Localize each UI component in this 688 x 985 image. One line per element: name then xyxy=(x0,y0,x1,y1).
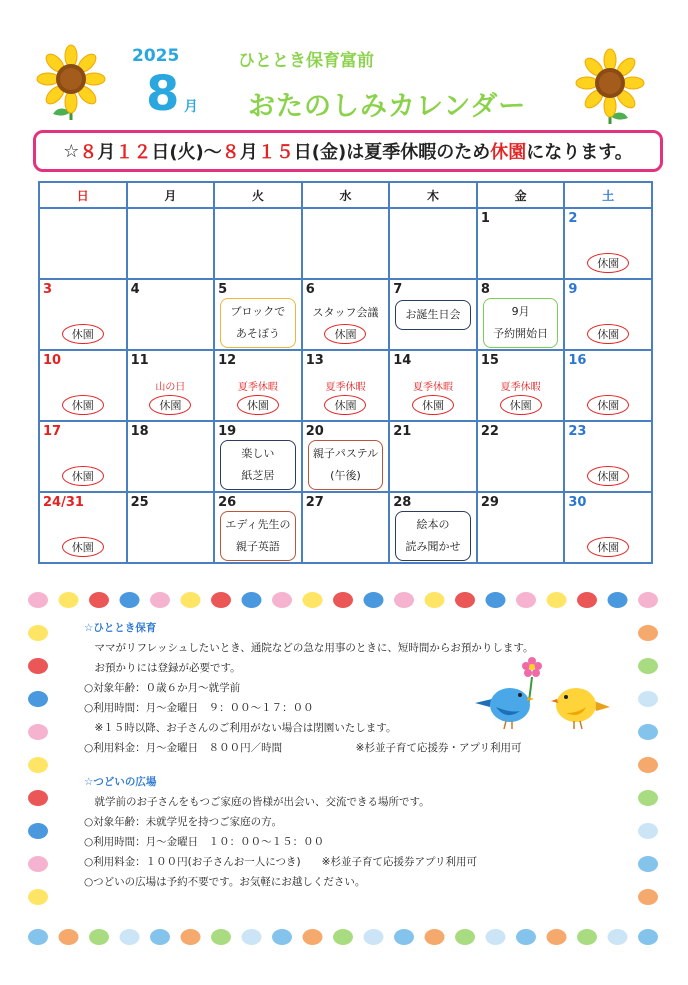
decor-dot xyxy=(394,592,414,608)
event-box xyxy=(220,440,296,490)
month-suffix: 月 xyxy=(184,99,198,115)
hiroba-title: ☆つどいの広場 xyxy=(84,776,157,788)
closed-badge: 休園 xyxy=(62,466,104,486)
calendar-day-cell xyxy=(477,208,565,279)
closed-badge: 休園 xyxy=(500,395,542,415)
calendar-day-cell xyxy=(214,421,302,492)
decor-dot xyxy=(638,658,658,674)
closed-badge: 休園 xyxy=(587,395,629,415)
day-number: 28 xyxy=(393,495,412,510)
event-label: スタッフ会議 xyxy=(312,306,379,319)
event-box xyxy=(395,511,471,561)
calendar-day-cell xyxy=(302,279,390,350)
day-number: 24/31 xyxy=(43,495,84,510)
decor-dot xyxy=(89,929,109,945)
decor-dot xyxy=(211,929,231,945)
day-number: 27 xyxy=(305,495,324,510)
decor-dot xyxy=(59,929,79,945)
decor-dot xyxy=(333,929,353,945)
decor-dot xyxy=(608,929,628,945)
day-number: 23 xyxy=(568,424,587,439)
closed-badge: 休園 xyxy=(324,324,366,344)
decor-dot xyxy=(28,592,48,608)
calendar-day-cell xyxy=(127,279,215,350)
calendar-day-cell xyxy=(302,350,390,421)
day-number: 1 xyxy=(480,211,490,226)
calendar-day-cell xyxy=(389,421,477,492)
event-text: 親子英語 xyxy=(235,540,280,553)
day-number: 21 xyxy=(393,424,412,439)
calendar-week-row xyxy=(39,492,652,563)
info-line: ※１５時以降、お子さんのご利用がない場合は閉園いたします。 xyxy=(84,722,397,734)
day-number: 17 xyxy=(43,424,62,439)
decor-dot xyxy=(303,929,323,945)
event-box xyxy=(308,440,384,490)
info-line: ○利用料金：月～金曜日 ８００円／時間 ※杉並子育て応援券・アプリ利用可 xyxy=(84,742,522,754)
calendar-day-cell xyxy=(127,492,215,563)
holiday-label: 山の日 xyxy=(155,382,186,393)
event-text: ブロックで xyxy=(230,305,286,318)
decor-dot xyxy=(364,929,384,945)
decor-dot xyxy=(28,823,48,839)
day-number: 29 xyxy=(480,495,499,510)
decor-dot xyxy=(150,929,170,945)
decor-dot xyxy=(577,592,597,608)
calendar-day-cell xyxy=(39,208,127,279)
weekday-header: 日 xyxy=(39,182,127,208)
decor-dot xyxy=(28,856,48,872)
day-number: 25 xyxy=(130,495,149,510)
day-number: 11 xyxy=(130,353,149,368)
notice-text: 休園 xyxy=(490,142,527,163)
event-text: (午後) xyxy=(330,469,361,482)
weekday-header-row xyxy=(39,182,652,208)
calendar-day-cell xyxy=(302,421,390,492)
decor-dot xyxy=(608,592,628,608)
decor-dot xyxy=(272,929,292,945)
weekday-header: 月 xyxy=(127,182,215,208)
calendar-day-cell xyxy=(477,492,565,563)
decor-dot xyxy=(333,592,353,608)
month-number: 8 xyxy=(146,66,180,122)
notice-text: 月 xyxy=(97,142,116,163)
event-box xyxy=(220,298,296,348)
holiday-label: 夏季休暇 xyxy=(237,382,278,393)
day-number: 20 xyxy=(305,424,324,439)
day-number: 14 xyxy=(393,353,412,368)
decor-dot xyxy=(486,929,506,945)
day-number: 18 xyxy=(130,424,149,439)
calendar-day-cell xyxy=(127,350,215,421)
calendar-day-cell xyxy=(214,492,302,563)
notice-text: 日(金)は夏季休暇のため xyxy=(293,142,491,163)
notice-text: になります。 xyxy=(526,142,633,163)
weekday-header: 木 xyxy=(389,182,477,208)
calendar-week-row xyxy=(39,208,652,279)
closed-badge: 休園 xyxy=(587,324,629,344)
day-number: 7 xyxy=(393,282,403,297)
calendar-day-cell xyxy=(389,350,477,421)
page-title: おたのしみカレンダー xyxy=(248,91,527,122)
decor-dot xyxy=(455,929,475,945)
sunflower-icon xyxy=(33,44,109,120)
info-line: ○対象年齢：０歳６か月～就学前 xyxy=(84,682,241,694)
calendar-week-row xyxy=(39,279,652,350)
calendar-day-cell xyxy=(127,208,215,279)
info-line: ○利用料金：１００円(お子さんお一人につき) ※杉並子育て応援券アプリ利用可 xyxy=(84,856,478,868)
decor-dot xyxy=(638,691,658,707)
calendar-day-cell xyxy=(477,279,565,350)
hitotoki-title: ☆ひととき保育 xyxy=(84,622,157,634)
info-line: ○利用時間：月～金曜日 ９：００～１７：００ xyxy=(84,702,314,714)
calendar-day-cell xyxy=(564,350,652,421)
decor-dot xyxy=(120,929,140,945)
calendar-day-cell xyxy=(564,208,652,279)
decor-dot xyxy=(28,889,48,905)
day-number: 16 xyxy=(568,353,587,368)
decor-dot xyxy=(425,592,445,608)
decor-dot xyxy=(425,929,445,945)
calendar-day-cell xyxy=(214,279,302,350)
event-text: あそぼう xyxy=(235,327,280,340)
decor-dot xyxy=(638,856,658,872)
decor-dot xyxy=(303,592,323,608)
decor-dot xyxy=(638,790,658,806)
calendar-day-cell xyxy=(564,421,652,492)
decor-dot xyxy=(516,592,536,608)
decor-dot xyxy=(577,929,597,945)
calendar-day-cell xyxy=(389,279,477,350)
day-number: 15 xyxy=(480,353,499,368)
holiday-label: 夏季休暇 xyxy=(500,382,541,393)
decor-dot xyxy=(242,592,262,608)
decor-dot xyxy=(211,592,231,608)
holiday-label: 夏季休暇 xyxy=(325,382,366,393)
event-text: 読み聞かせ xyxy=(405,540,461,553)
closed-badge: 休園 xyxy=(412,395,454,415)
year-label: 2025 xyxy=(132,46,180,66)
decor-dot xyxy=(28,790,48,806)
calendar-week-row xyxy=(39,350,652,421)
decor-dot xyxy=(120,592,140,608)
closed-badge: 休園 xyxy=(587,537,629,557)
info-line: ママがリフレッシュしたいとき、通院などの急な用事のときに、短時間からお預かりします。 xyxy=(84,642,534,654)
decor-dot xyxy=(28,929,48,945)
day-number: 9 xyxy=(568,282,578,297)
event-text: 絵本の xyxy=(416,518,450,531)
info-line: ○つどいの広場は予約不要です。お気軽にお越しください。 xyxy=(84,876,366,888)
closure-notice xyxy=(33,130,663,172)
event-text: お誕生日会 xyxy=(405,308,461,321)
info-line: 就学前のお子さんをもつご家庭の皆様が出会い、交流できる場所です。 xyxy=(84,796,430,808)
closed-badge: 休園 xyxy=(587,253,629,273)
calendar-day-cell xyxy=(39,421,127,492)
day-number: 26 xyxy=(218,495,237,510)
calendar-day-cell xyxy=(477,350,565,421)
decor-dot xyxy=(181,929,201,945)
decor-dot xyxy=(638,929,658,945)
notice-text: １２ xyxy=(115,142,152,163)
day-number: 3 xyxy=(43,282,53,297)
calendar-week-row xyxy=(39,421,652,492)
day-number: 4 xyxy=(130,282,140,297)
day-number: 19 xyxy=(218,424,237,439)
event-text: 9月 xyxy=(511,305,530,318)
notice-text: ８ xyxy=(79,142,98,163)
calendar-day-cell xyxy=(389,208,477,279)
decor-dot xyxy=(272,592,292,608)
day-number: 8 xyxy=(480,282,490,297)
day-number: 30 xyxy=(568,495,587,510)
calendar-day-cell xyxy=(39,350,127,421)
calendar-day-cell xyxy=(564,492,652,563)
decor-dot xyxy=(59,592,79,608)
event-box xyxy=(395,300,471,330)
calendar-day-cell xyxy=(302,492,390,563)
decor-dot xyxy=(181,592,201,608)
decor-dot xyxy=(89,592,109,608)
decor-dot xyxy=(394,929,414,945)
decor-dot xyxy=(28,757,48,773)
calendar-day-cell xyxy=(214,208,302,279)
day-number: 13 xyxy=(305,353,324,368)
calendar-day-cell xyxy=(214,350,302,421)
calendar-day-cell xyxy=(389,492,477,563)
closed-badge: 休園 xyxy=(62,324,104,344)
weekday-header: 火 xyxy=(214,182,302,208)
sunflower-icon xyxy=(572,48,648,124)
calendar-day-cell xyxy=(477,421,565,492)
calendar-grid xyxy=(38,181,653,564)
decor-dot xyxy=(547,929,567,945)
calendar-day-cell xyxy=(127,421,215,492)
calendar-day-cell xyxy=(564,279,652,350)
info-line: お預かりには登録が必要です。 xyxy=(84,662,241,674)
decor-dot xyxy=(364,592,384,608)
closed-badge: 休園 xyxy=(324,395,366,415)
event-text: 楽しい xyxy=(241,447,275,460)
closed-badge: 休園 xyxy=(62,395,104,415)
info-line: ○対象年齢：未就学児を持つご家庭の方。 xyxy=(84,816,283,828)
event-text: 親子パステル xyxy=(312,447,379,460)
decor-dot xyxy=(28,691,48,707)
decor-dot xyxy=(638,823,658,839)
day-number: 2 xyxy=(568,211,578,226)
decor-dot xyxy=(547,592,567,608)
notice-text: 日(火)～ xyxy=(151,142,222,163)
decor-dot xyxy=(638,757,658,773)
weekday-header: 水 xyxy=(302,182,390,208)
notice-text: 月 xyxy=(239,142,258,163)
decor-dot xyxy=(638,592,658,608)
day-number: 10 xyxy=(43,353,62,368)
closed-badge: 休園 xyxy=(149,395,191,415)
decor-dot xyxy=(150,592,170,608)
decor-dot xyxy=(28,724,48,740)
calendar-day-cell xyxy=(302,208,390,279)
decor-dot xyxy=(28,625,48,641)
closed-badge: 休園 xyxy=(237,395,279,415)
notice-star: ☆ xyxy=(63,140,80,162)
decor-dot xyxy=(516,929,536,945)
decor-dot xyxy=(242,929,262,945)
decor-dot xyxy=(28,658,48,674)
day-number: 12 xyxy=(218,353,237,368)
event-text: 紙芝居 xyxy=(241,469,275,482)
decor-dot xyxy=(638,889,658,905)
day-number: 5 xyxy=(218,282,228,297)
decor-dot xyxy=(455,592,475,608)
calendar-day-cell xyxy=(39,279,127,350)
event-box xyxy=(483,298,559,348)
notice-text: ８ xyxy=(221,142,240,163)
weekday-header: 土 xyxy=(564,182,652,208)
decor-dot xyxy=(638,724,658,740)
calendar-day-cell xyxy=(39,492,127,563)
event-box xyxy=(220,511,296,561)
day-number: 22 xyxy=(480,424,499,439)
closed-badge: 休園 xyxy=(62,537,104,557)
decor-dot xyxy=(486,592,506,608)
closed-badge: 休園 xyxy=(587,466,629,486)
notice-text: １５ xyxy=(257,142,294,163)
day-number: 6 xyxy=(305,282,315,297)
holiday-label: 夏季休暇 xyxy=(413,382,454,393)
event-text: エディ先生の xyxy=(225,518,291,531)
info-line: ○利用時間：月～金曜日 １０：００～１５：００ xyxy=(84,836,325,848)
weekday-header: 金 xyxy=(477,182,565,208)
decor-dot xyxy=(638,625,658,641)
facility-name: ひととき保育富前 xyxy=(238,51,374,71)
birds-icon xyxy=(470,655,615,735)
event-text: 予約開始日 xyxy=(493,327,549,340)
